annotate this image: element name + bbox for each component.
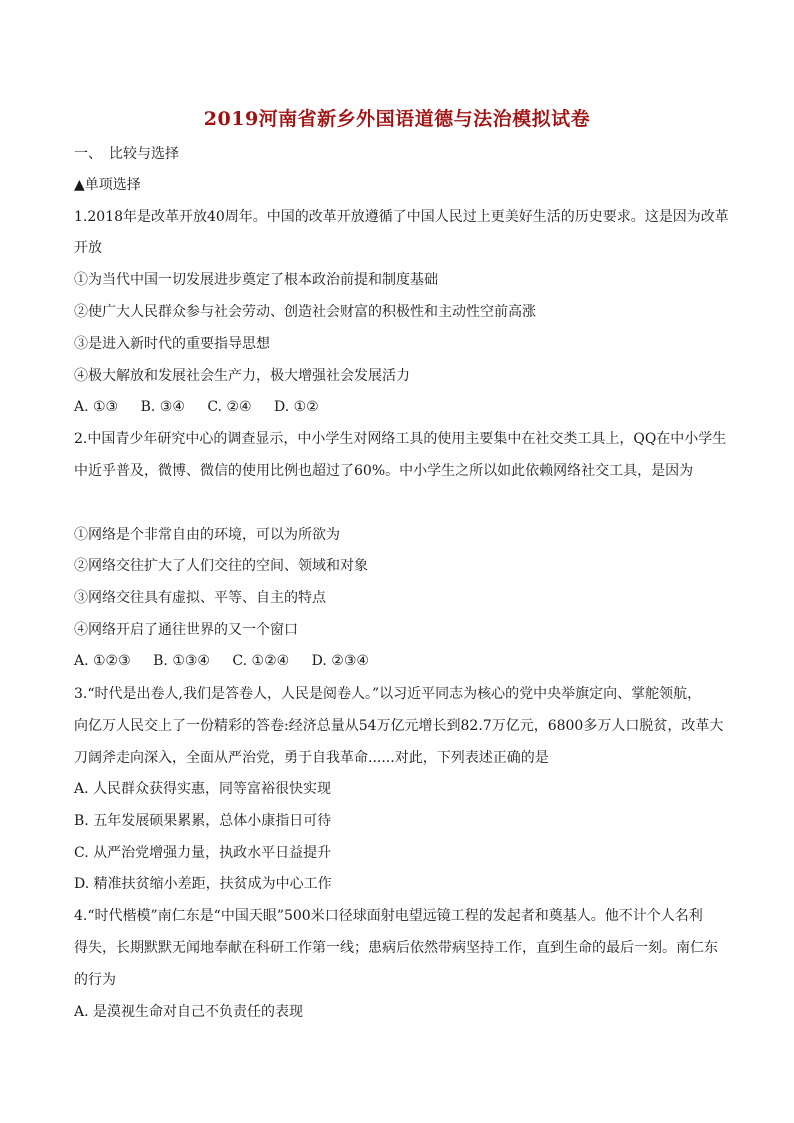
q2-statement-3: ③网络交往具有虚拟、平等、自主的特点 xyxy=(74,590,326,606)
q1-stem-line-1: 1.2018年是改革开放40周年。中国的改革开放遵循了中国人民过上更美好生活的历史要求。这是因为改革 xyxy=(74,209,729,225)
q2-options xyxy=(74,651,734,671)
q1-statement-2: ②使广大人民群众参与社会劳动、创造社会财富的积极性和主动性空前高涨 xyxy=(74,304,536,320)
q2-statement-4: ④网络开启了通往世界的又一个窗口 xyxy=(74,622,298,638)
section-heading: 一、 比较与选择 xyxy=(74,146,179,162)
page-title: 2019河南省新乡外国语道德与法治模拟试卷 xyxy=(203,108,591,130)
q2-statement-1: ①网络是个非常自由的环境，可以为所欲为 xyxy=(74,527,340,543)
q4-stem-line-2: 得失，长期默默无闻地奉献在科研工作第一线；患病后依然带病坚持工作，直到生命的最后一刻。南仁东 xyxy=(74,940,718,956)
q3-option-b[interactable]: B. 五年发展硕果累累，总体小康指日可待 xyxy=(74,813,332,829)
q4-stem-line-3: 的行为 xyxy=(74,972,116,988)
q2-option-a[interactable]: A. ①②③ xyxy=(74,653,131,669)
q3-stem-line-1: 3.“时代是出卷人,我们是答卷人，人民是阅卷人。”以习近平同志为核心的党中央举旗定向、掌舵领航， xyxy=(74,686,702,702)
q1-statement-4: ④极大解放和发展社会生产力，极大增强社会发展活力 xyxy=(74,368,410,384)
q1-option-c[interactable]: C. ②④ xyxy=(207,399,252,415)
q3-option-d[interactable]: D. 精准扶贫缩小差距，扶贫成为中心工作 xyxy=(74,876,332,892)
q1-statement-1: ①为当代中国一切发展进步奠定了根本政治前提和制度基础 xyxy=(74,272,438,288)
q4-stem-line-1: 4.“时代楷模”南仁东是“中国天眼”500米口径球面射电望远镜工程的发起者和奠基人。他不计个人名利 xyxy=(74,908,703,924)
q1-option-b[interactable]: B. ③④ xyxy=(140,399,185,415)
q2-option-c[interactable]: C. ①②④ xyxy=(232,653,290,669)
subsection-heading: ▲单项选择 xyxy=(74,177,141,193)
q3-option-a[interactable]: A. 人民群众获得实惠，同等富裕很快实现 xyxy=(74,781,332,797)
q1-stem-line-2: 开放 xyxy=(74,240,102,256)
q2-stem-line-1: 2.中国青少年研究中心的调查显示，中小学生对网络工具的使用主要集中在社交类工具上，QQ在中小学生 xyxy=(74,431,727,447)
q3-option-c[interactable]: C. 从严治党增强力量，执政水平日益提升 xyxy=(74,845,332,861)
q1-options xyxy=(74,397,734,417)
q2-statement-2: ②网络交往扩大了人们交往的空间、领域和对象 xyxy=(74,558,368,574)
q2-stem-line-2: 中近乎普及，微博、微信的使用比例也超过了60%。中小学生之所以如此依赖网络社交工具，是因为 xyxy=(74,463,694,479)
q2-option-b[interactable]: B. ①③④ xyxy=(153,653,210,669)
q3-stem-line-3: 刀阔斧走向深入，全面从严治党，勇于自我革命......对此，下列表述正确的是 xyxy=(74,750,549,766)
q1-statement-3: ③是进入新时代的重要指导思想 xyxy=(74,336,270,352)
q3-stem-line-2: 向亿万人民交上了一份精彩的答卷:经济总量从54万亿元增长到82.7万亿元，6800多万人口脱贫，改革大 xyxy=(74,718,724,734)
q2-option-d[interactable]: D. ②③④ xyxy=(311,653,369,669)
q1-option-d[interactable]: D. ①② xyxy=(274,399,319,415)
q4-option-a[interactable]: A. 是漠视生命对自己不负责任的表现 xyxy=(74,1004,304,1020)
q1-option-a[interactable]: A. ①③ xyxy=(74,399,119,415)
